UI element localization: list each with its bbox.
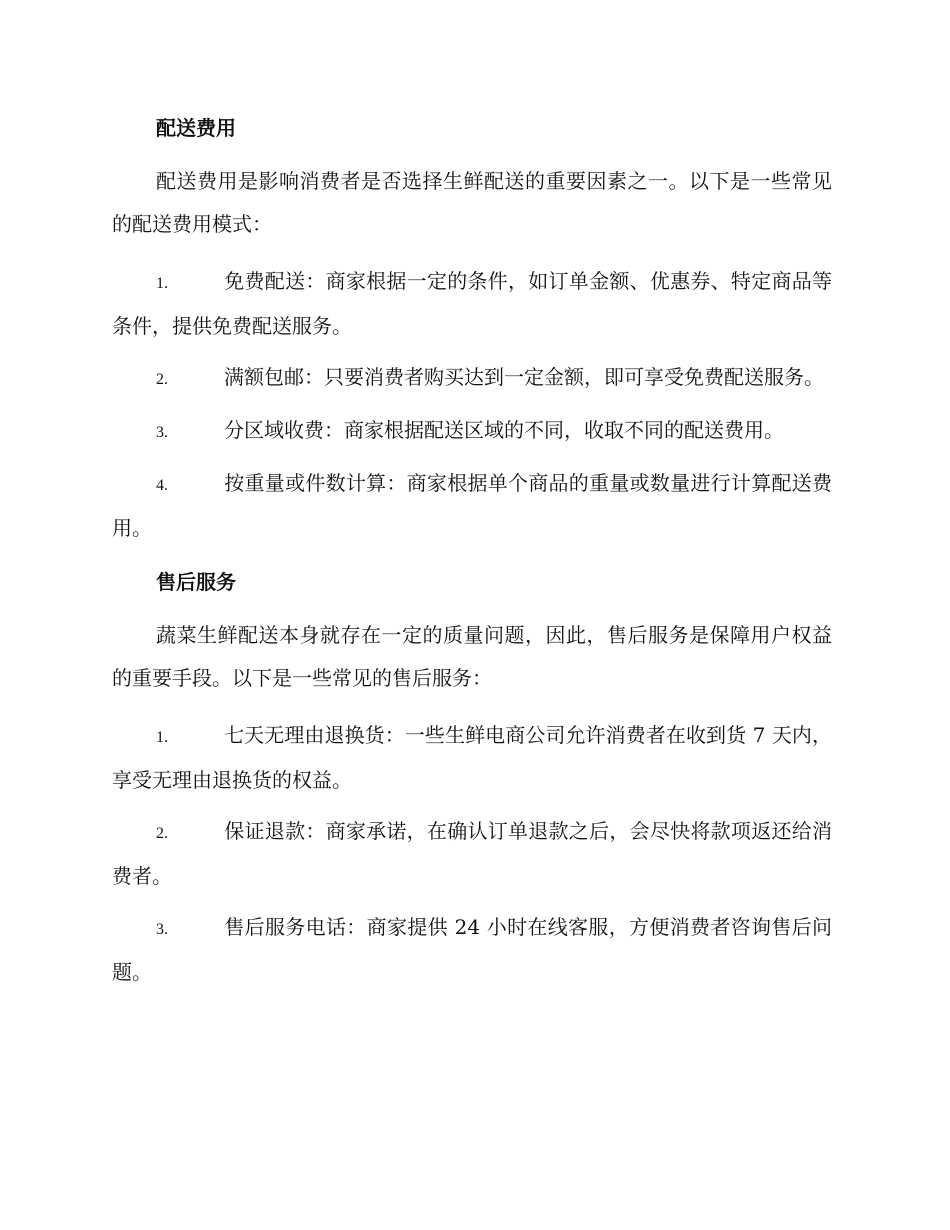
- section-after-sales: [112, 562, 832, 994]
- list-item-number: 1.: [156, 275, 168, 292]
- list-item-text: 满额包邮：只要消费者购买达到一定金额，即可享受免费配送服务。: [224, 365, 824, 389]
- list-item-number: 2.: [156, 371, 168, 388]
- list-item: [112, 260, 832, 348]
- list-item-text: 七天无理由退换货：一些生鲜电商公司允许消费者在收到货 7 天内，享受无理由退换货的权益。: [112, 723, 832, 792]
- list-item: [112, 714, 832, 802]
- list-item: [112, 906, 832, 994]
- list-item: [112, 810, 832, 898]
- list-item-text: 免费配送：商家根据一定的条件，如订单金额、优惠券、特定商品等条件，提供免费配送服务。: [112, 269, 832, 338]
- section-intro: 蔬菜生鲜配送本身就存在一定的质量问题，因此，售后服务是保障用户权益的重要手段。以下是一些常见的售后服务：: [112, 623, 832, 690]
- list-item: [112, 409, 832, 454]
- list-item-text: 售后服务电话：商家提供 24 小时在线客服，方便消费者咨询售后问题。: [112, 915, 832, 984]
- section-delivery-fees: [112, 108, 832, 550]
- section-heading: 售后服务: [156, 570, 236, 594]
- list-item: [112, 462, 832, 550]
- list-item-text: 按重量或件数计算：商家根据单个商品的重量或数量进行计算配送费用。: [112, 471, 832, 540]
- list-item-number: 3.: [156, 921, 168, 938]
- section-heading: 配送费用: [156, 116, 236, 140]
- list-item-number: 2.: [156, 825, 168, 842]
- list-item-number: 4.: [156, 477, 168, 494]
- section-intro: 配送费用是影响消费者是否选择生鲜配送的重要因素之一。以下是一些常见的配送费用模式：: [112, 169, 832, 236]
- list-item: [112, 356, 832, 401]
- list-item-text: 保证退款：商家承诺，在确认订单退款之后，会尽快将款项返还给消费者。: [112, 819, 832, 888]
- list-item-text: 分区域收费：商家根据配送区域的不同，收取不同的配送费用。: [224, 418, 784, 442]
- list-item-number: 1.: [156, 729, 168, 746]
- list-item-number: 3.: [156, 424, 168, 441]
